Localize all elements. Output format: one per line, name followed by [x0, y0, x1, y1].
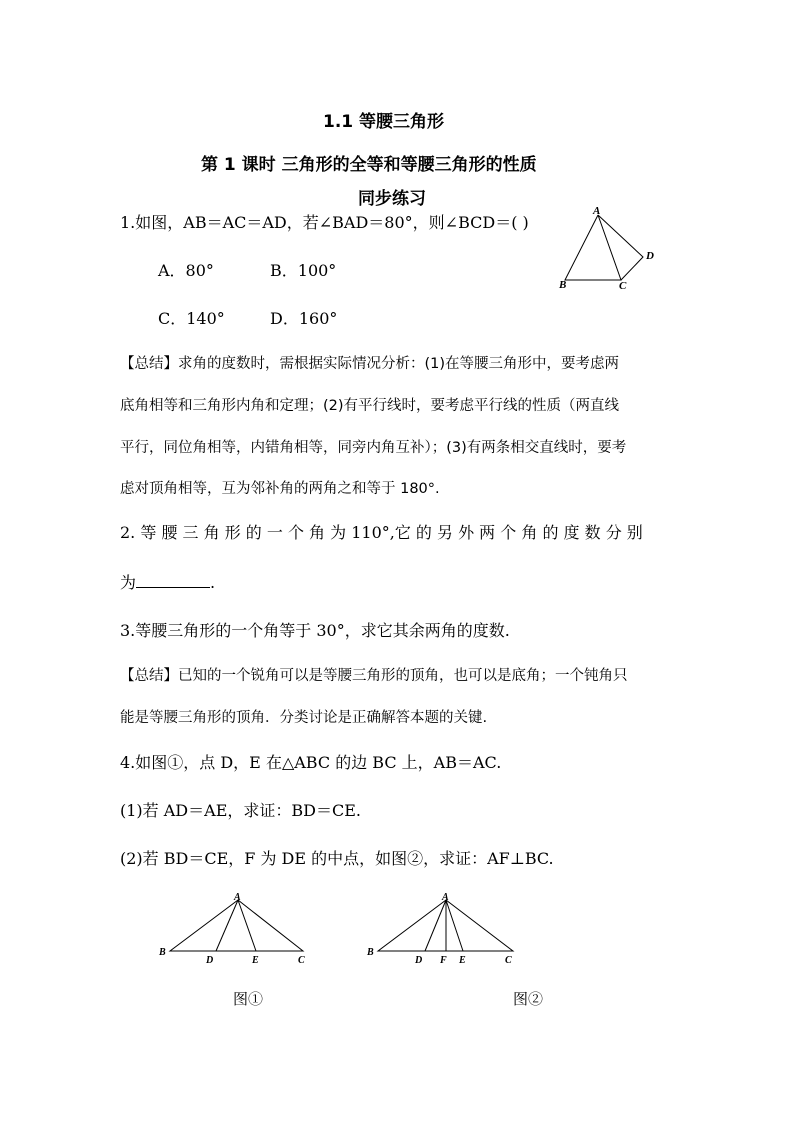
question-1-option-d: D．160° [270, 309, 338, 328]
summary-1-line-1: 【总结】求角的度数时，需根据实际情况分析：(1)在等腰三角形中，要考虑两 [120, 356, 620, 372]
fig1-label-d: D [206, 955, 214, 966]
question-2-suffix: . [210, 573, 216, 592]
summary-1-line-4: 虑对顶角相等，互为邻补角的两角之和等于 180°. [120, 481, 440, 497]
question-1-option-c: C．140° [158, 309, 225, 328]
label-c: C [619, 280, 627, 292]
fig2-label-e: E [459, 955, 466, 966]
question-3-stem: 3.等腰三角形的一个角等于 30°，求它其余两角的度数. [120, 621, 510, 640]
question-4-stem: 4.如图①，点 D，E 在△ABC 的边 BC 上，AB＝AC. [120, 753, 502, 772]
fig2-label-a: A [442, 892, 449, 903]
question-1-option-a: A．80° [158, 261, 214, 280]
question-4-part-1: (1)若 AD＝AE，求证：BD＝CE. [120, 801, 361, 820]
question-1-option-b: B．100° [270, 261, 337, 280]
figure-1-caption: 图① [233, 990, 264, 1008]
summary-2-line-1: 【总结】已知的一个锐角可以是等腰三角形的顶角，也可以是底角；一个钝角只 [120, 668, 628, 684]
triangle-abc-fig1 [170, 900, 303, 951]
summary-1-line-3: 平行，同位角相等，内错角相等，同旁内角互补）；(3)有两条相交直线时，要考 [120, 440, 627, 456]
section-heading: 同步练习 [358, 189, 426, 209]
question-2-line-1: 2. 等 腰 三 角 形 的 一 个 角 为 110°,它 的 另 外 两 个 角 的 度 数 分 别 [120, 523, 643, 542]
triangle-acd-sides [598, 215, 643, 280]
triangle-abc [565, 215, 621, 280]
summary-2-line-2: 能是等腰三角形的顶角．分类讨论是正确解答本题的关键. [120, 710, 488, 726]
question-2-line-2 [120, 570, 215, 593]
label-b: B [559, 279, 567, 291]
figure-2 [362, 888, 527, 968]
fig1-label-c: C [298, 955, 305, 966]
fig1-label-e: E [252, 955, 259, 966]
question-1-stem: 1.如图，AB＝AC＝AD，若∠BAD＝80°，则∠BCD＝( ) [120, 213, 529, 232]
question-4-part-2: (2)若 BD＝CE，F 为 DE 的中点，如图②，求证：AF⊥BC. [120, 849, 554, 868]
figure-2-caption: 图② [513, 990, 544, 1008]
question-1-figure [555, 205, 660, 295]
fig2-label-d: D [415, 955, 423, 966]
fig2-label-f: F [440, 955, 447, 966]
label-a: A [593, 205, 601, 217]
segment-ae-fig2 [446, 900, 463, 951]
lesson-subtitle: 第 1 课时 三角形的全等和等腰三角形的性质 [201, 155, 537, 175]
fig2-label-c: C [505, 955, 512, 966]
figure-1 [155, 888, 315, 968]
label-d: D [646, 250, 654, 262]
answer-blank[interactable] [136, 573, 210, 588]
fig1-label-a: A [234, 892, 241, 903]
page-title: 1.1 等腰三角形 [323, 112, 445, 132]
question-2-prefix: 为 [120, 573, 137, 592]
fig2-label-b: B [367, 947, 374, 958]
fig1-label-b: B [159, 947, 166, 958]
summary-1-line-2: 底角相等和三角形内角和定理；(2)有平行线时，要考虑平行线的性质（两直线 [120, 398, 620, 414]
